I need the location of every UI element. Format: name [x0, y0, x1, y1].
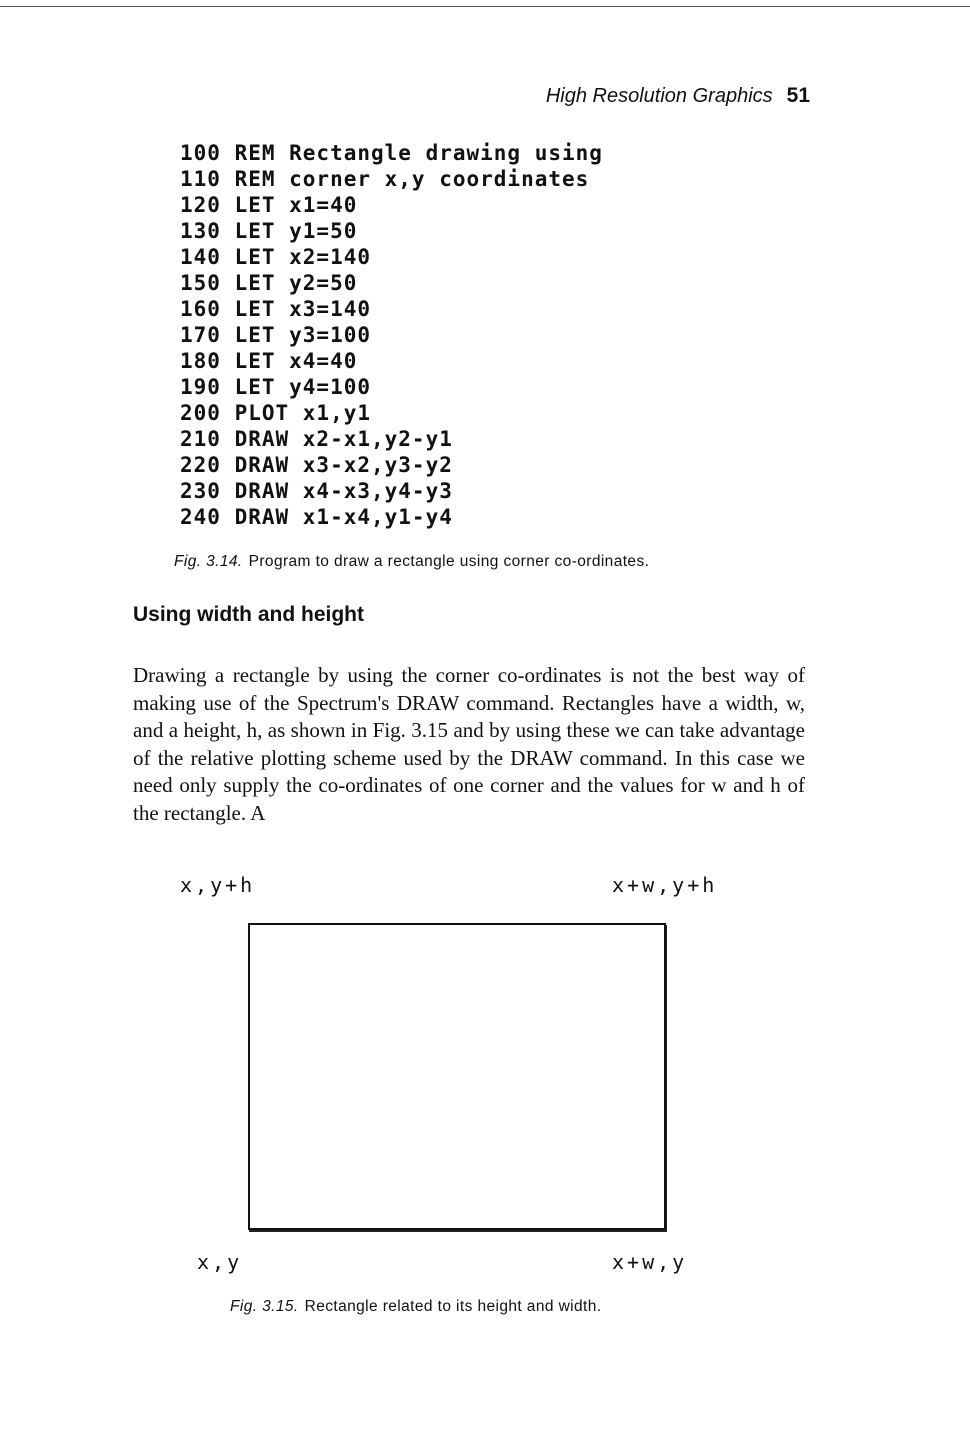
listing-line: 170 LET y3=100 [180, 323, 372, 347]
figure-label: Fig. 3.14. [174, 553, 243, 570]
listing-line: 130 LET y1=50 [180, 219, 358, 243]
listing-line: 220 DRAW x3-x2,y3-y2 [180, 453, 453, 477]
rectangle-diagram [248, 923, 666, 1230]
listing-line: 140 LET x2=140 [180, 245, 372, 269]
section-heading: Using width and height [133, 603, 364, 626]
listing-line: 160 LET x3=140 [180, 297, 372, 321]
figure-label: Fig. 3.15. [230, 1298, 299, 1315]
listing-line: 150 LET y2=50 [180, 271, 358, 295]
listing-line: 110 REM corner x,y coordinates [180, 167, 590, 191]
listing-line: 200 PLOT x1,y1 [180, 401, 372, 425]
listing-line: 230 DRAW x4-x3,y4-y3 [180, 479, 453, 503]
corner-label-bottom-right: x+w,y [612, 1250, 688, 1274]
body-paragraph: Drawing a rectangle by using the corner co-ordinates is not the best way of making use of the Spectrum's DRAW command. Rectangles have a width, w, and a height, h, as shown in Fig. 3.15 and by using these we can take advantage of the relative plotting scheme used by the DRAW command. In this case we need only supply the co-ordinates of one corner and the values for w and h of the rectangle. A [133, 663, 805, 825]
listing-line: 100 REM Rectangle drawing using [180, 141, 603, 165]
figure-3-15-caption [230, 1298, 601, 1316]
page-number: 51 [786, 84, 810, 107]
listing-line: 180 LET x4=40 [180, 349, 358, 373]
listing-line: 120 LET x1=40 [180, 193, 358, 217]
running-header [546, 84, 810, 108]
corner-label-top-right: x+w,y+h [612, 873, 718, 897]
figure-caption-text: Rectangle related to its height and width. [304, 1298, 602, 1315]
corner-label-bottom-left: x,y [197, 1250, 243, 1274]
page-edge-line [0, 6, 970, 7]
figure-3-14-caption [174, 553, 649, 571]
listing-line: 210 DRAW x2-x1,y2-y1 [180, 427, 453, 451]
figure-caption-text: Program to draw a rectangle using corner co-ordinates. [248, 553, 650, 570]
program-listing [180, 140, 603, 530]
listing-line: 240 DRAW x1-x4,y1-y4 [180, 505, 453, 529]
listing-line: 190 LET y4=100 [180, 375, 372, 399]
corner-label-top-left: x,y+h [180, 873, 256, 897]
running-header-title: High Resolution Graphics [545, 85, 773, 107]
